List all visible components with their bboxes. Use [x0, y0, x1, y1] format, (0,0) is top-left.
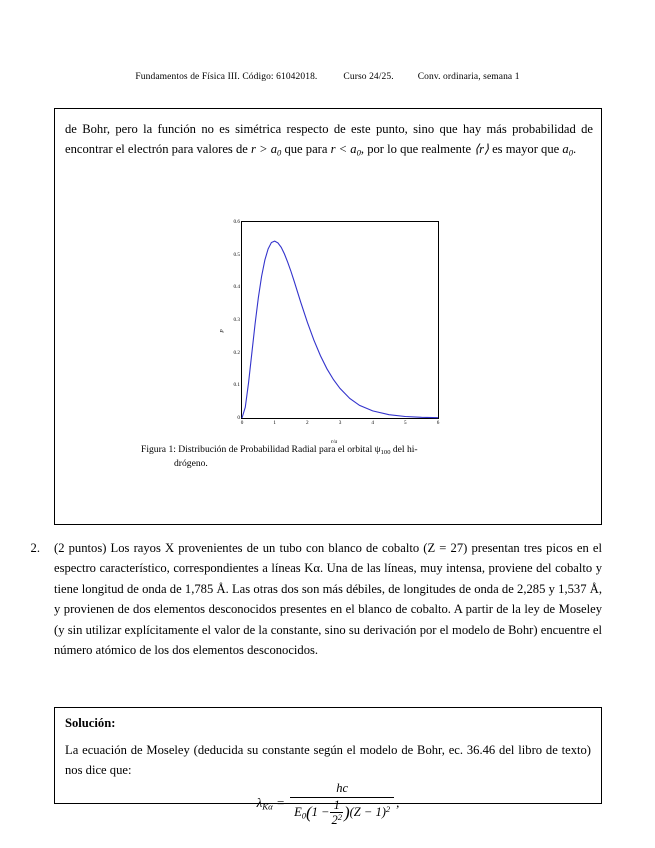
- formula-comma: ,: [396, 795, 400, 811]
- paragraph-part-4: es mayor que: [488, 142, 563, 157]
- formula-fraction: [290, 781, 394, 827]
- solution-text: La ecuación de Moseley (deducida su constante según el modelo de Bohr, ec. 36.46 del libro de texto) nos dice que:: [65, 743, 591, 778]
- moseley-formula: [55, 781, 601, 827]
- chart-axes: [233, 219, 440, 426]
- ytick-5: 0.5: [233, 251, 240, 258]
- ytick-3: 0.3: [233, 317, 240, 323]
- xtick-5: 5: [404, 420, 407, 426]
- formula-numerator: hc: [290, 781, 394, 798]
- paragraph-part-1: de Bohr, pero la función no es simétrica respecto de este punto, sino que hay más probabilidad de encontrar el electrón para valores de: [65, 122, 593, 157]
- math-avg-r: ⟨r⟩: [474, 142, 489, 157]
- xtick-1: 1: [273, 420, 276, 426]
- caption-line-1-end: del hi-: [390, 444, 418, 455]
- xtick-3: 3: [338, 420, 342, 426]
- paragraph-part-3: , por lo que realmente: [360, 142, 475, 157]
- math-r-less-a0: $r < a_0$: [330, 142, 361, 158]
- ytick-2: 0.2: [233, 349, 240, 356]
- math-a0: $a_0$: [562, 142, 573, 158]
- xtick-2: 2: [306, 420, 309, 426]
- formula-lhs: λ: [256, 795, 263, 811]
- formula-denominator: $E_0(1$ − $\frac{1}{2^2}$ )$(Z - 1)^2$: [294, 798, 391, 827]
- radial-probability-curve: [242, 222, 438, 418]
- ytick-0: 0: [237, 415, 240, 421]
- xtick-6: 6: [436, 420, 440, 426]
- xtick-0: 0: [240, 420, 244, 426]
- paragraph-bohr-discussion: [65, 119, 593, 161]
- ytick-1: 0.1: [233, 382, 240, 389]
- xtick-4: 4: [371, 420, 374, 426]
- formula-equals: =: [276, 795, 285, 811]
- caption-line-2: drógeno.: [174, 458, 208, 470]
- ytick-4: 0.4: [233, 284, 240, 291]
- header-middle: Curso 24/25.: [343, 72, 394, 82]
- exercise-2-number: 2.: [30, 541, 40, 555]
- caption-sub: 100: [380, 448, 391, 456]
- y-axis-label: P: [219, 329, 226, 333]
- paragraph-end: .: [572, 142, 577, 157]
- page-header: [0, 72, 655, 82]
- plot-area: [215, 215, 453, 447]
- exercise-2-text: (2 puntos) Los rayos X provenientes de un tubo con blanco de cobalto (Z = 27) presentan tres picos en el espectro característico, correspondientes a líneas Kα. Una de las líneas, muy intensa, proviene del cobalto y tiene longitud de onda de 1,785 Å. Las otras dos son más débiles, de longitudes de onda de 2,285 y 1,537 Å, y provienen de dos elementos desconocidos presentes en el blanco de cobalto. A partir de la ley de Moseley (y sin utilizar explícitamente el valor de la constante, sino su derivación por el modelo de Bohr) encuentre el número atómico de los dos elementos desconocidos.: [54, 541, 602, 657]
- formula-lhs-sub: Kα: [262, 801, 273, 812]
- solution-box-continued: [54, 108, 602, 525]
- header-left: Fundamentos de Física III. Código: 61042018.: [135, 72, 318, 82]
- x-axis-label: r/a: [330, 439, 338, 445]
- caption-line-1: Figura 1: Distribución de Probabilidad Radial para el orbital ψ: [141, 444, 381, 455]
- solution-title: Solución:: [65, 716, 116, 730]
- paragraph-part-2: que para: [281, 142, 331, 157]
- math-r-greater-a0: $r > a_0$: [251, 142, 282, 158]
- ytick-6: 0.6: [233, 219, 240, 225]
- exercise-2: [22, 538, 602, 660]
- header-right: Conv. ordinaria, semana 1: [417, 72, 520, 82]
- figure-caption: [141, 443, 531, 471]
- figure-1: [55, 205, 603, 470]
